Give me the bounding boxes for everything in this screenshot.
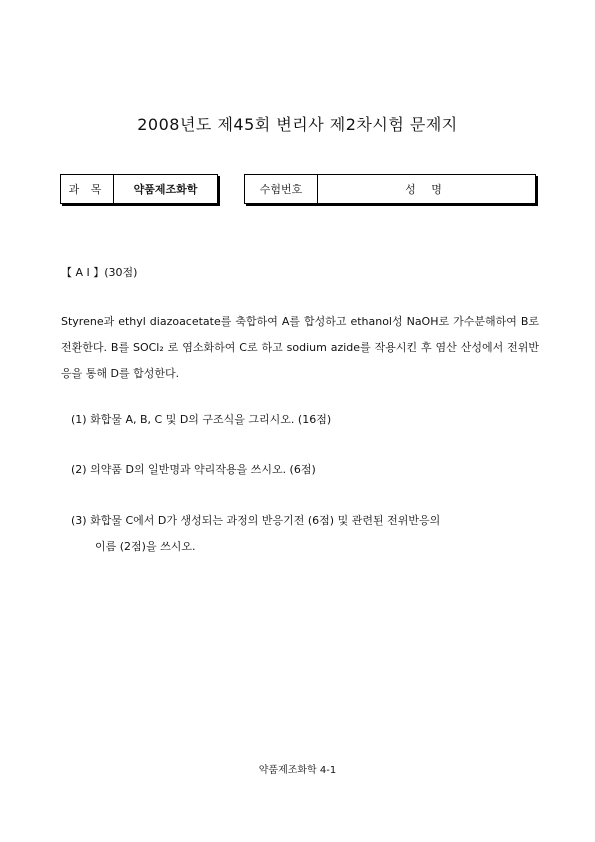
question-number: (1)	[71, 413, 87, 426]
exam-number-box	[244, 174, 536, 204]
subject-box	[60, 174, 218, 204]
subject-label: 과 목	[61, 175, 114, 203]
section-heading: 【 A I 】(30점)	[61, 266, 138, 279]
page-title: 2008년도 제45회 변리사 제2차시험 문제지	[137, 115, 458, 134]
question-3	[71, 508, 539, 560]
page-footer: 약품제조화학 4-1	[258, 765, 337, 776]
question-text: 의약품 D의 일반명과 약리작용을 쓰시오. (6점)	[90, 463, 316, 476]
exam-number-label: 수험번호	[245, 175, 318, 203]
subject-value: 약품제조화학	[133, 183, 198, 196]
question-2	[71, 457, 539, 483]
question-1	[71, 407, 539, 433]
question-number: (3)	[71, 514, 87, 527]
question-text: 화합물 A, B, C 및 D의 구조식을 그리시오. (16점)	[90, 413, 332, 426]
exam-name-field[interactable]: 성 명	[405, 183, 448, 196]
problem-paragraph: Styrene과 ethyl diazoacetate를 축합하여 A를 합성하고 ethanol성 NaOH로 가수분해하여 B로 전환한다. B를 SOCl₂ 로 염소화하여 C로 하고 sodium azide를 작용시킨 후 염산 산성에서 전위반응을 통해 D를 합성한다.	[61, 315, 539, 380]
question-text-continuation: 이름 (2점)을 쓰시오.	[95, 540, 196, 553]
question-text: 화합물 C에서 D가 생성되는 과정의 반응기전 (6점) 및 관련된 전위반응의	[90, 514, 441, 527]
question-number: (2)	[71, 463, 87, 476]
